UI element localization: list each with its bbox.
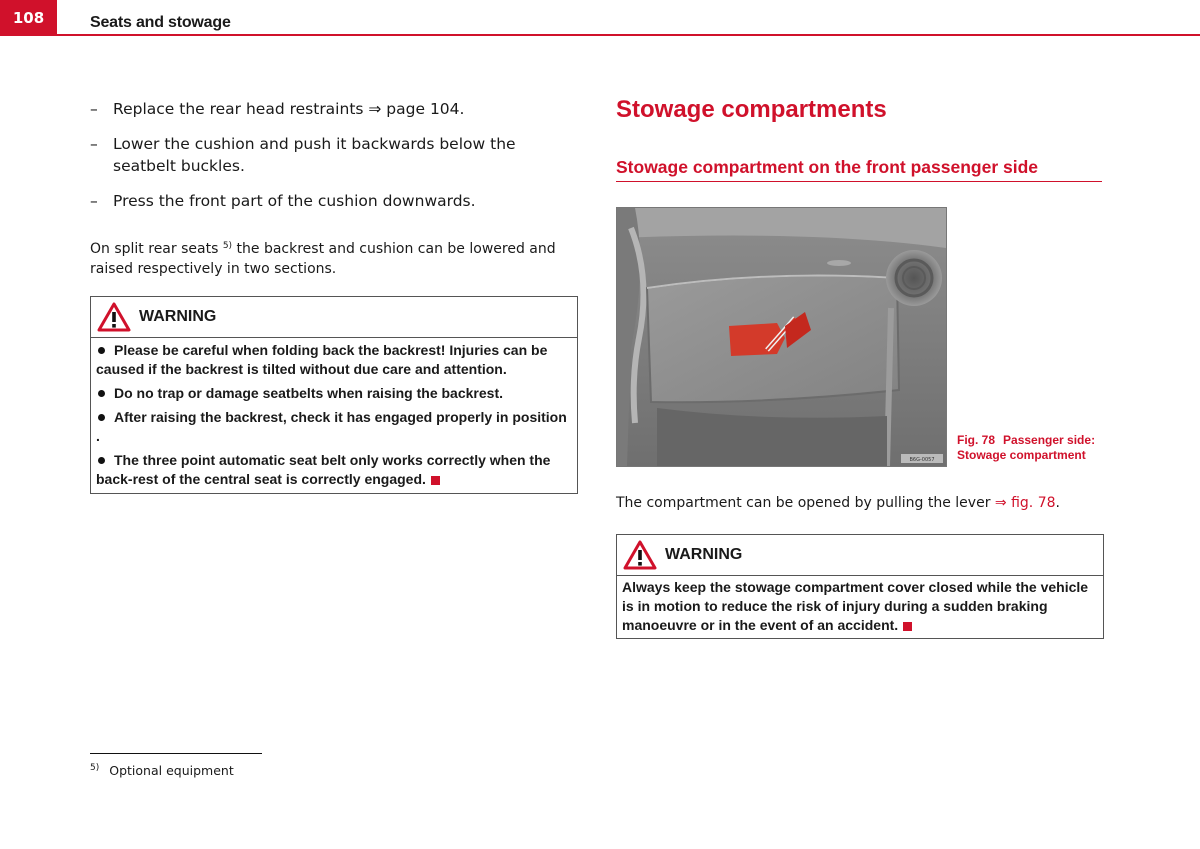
paragraph-text: . bbox=[1055, 495, 1060, 511]
subsection-heading: Stowage compartment on the front passenger side bbox=[616, 157, 1102, 182]
figure-caption bbox=[957, 433, 1095, 463]
bullet-icon bbox=[98, 390, 105, 397]
split-seats-paragraph bbox=[90, 236, 580, 279]
glovebox-illustration bbox=[617, 208, 946, 466]
compartment-paragraph bbox=[616, 493, 1060, 513]
warning-header bbox=[617, 535, 1103, 576]
figure-glovebox-image bbox=[616, 207, 947, 467]
warning-box-compartment bbox=[616, 534, 1104, 639]
warning-title: WARNING bbox=[139, 308, 217, 325]
warning-item-text: Please be careful when folding back the backrest! Injuries can be caused if the backrest is tilted without due care and attention. bbox=[96, 342, 548, 377]
warning-item-text: Do no trap or damage seatbelts when raising the backrest. bbox=[114, 385, 503, 401]
caption-line1: Passenger side: bbox=[1003, 433, 1096, 447]
instruction-steps bbox=[90, 98, 570, 225]
paragraph-text: the backrest and cushion can be lowered and raised respectively in two sections. bbox=[90, 241, 556, 277]
bullet-icon bbox=[98, 457, 105, 464]
header-rule bbox=[57, 34, 1200, 36]
warning-item bbox=[96, 451, 572, 489]
figure-code: B6G-0057 bbox=[909, 457, 935, 463]
warning-item-text: After raising the backrest, check it has engaged properly in position . bbox=[96, 409, 567, 444]
bullet-icon bbox=[98, 414, 105, 421]
footnote-rule bbox=[90, 753, 262, 754]
step-item bbox=[90, 190, 570, 212]
warning-triangle-icon bbox=[623, 540, 657, 570]
footnote-ref: 5) bbox=[222, 241, 233, 251]
end-of-section-icon bbox=[903, 622, 912, 631]
page-number: 108 bbox=[0, 0, 57, 36]
footnote-mark: 5) bbox=[90, 763, 100, 773]
footnote bbox=[90, 763, 234, 778]
step-text: Press the front part of the cushion downwards. bbox=[113, 192, 476, 210]
bullet-icon bbox=[98, 347, 105, 354]
section-heading: Stowage compartments bbox=[616, 96, 887, 123]
caption-line2: Stowage compartment bbox=[957, 448, 1086, 462]
end-of-section-icon bbox=[431, 476, 440, 485]
chapter-title: Seats and stowage bbox=[90, 14, 231, 31]
warning-header bbox=[91, 297, 577, 338]
warning-triangle-icon bbox=[97, 302, 131, 332]
step-item bbox=[90, 98, 570, 120]
step-dash: – bbox=[90, 100, 98, 118]
warning-title: WARNING bbox=[665, 546, 743, 563]
warning-item-text: The three point automatic seat belt only works correctly when the back-rest of the central seat is correctly engaged. bbox=[96, 452, 551, 487]
warning-item bbox=[96, 384, 572, 403]
figure-link[interactable]: ⇒ fig. 78 bbox=[994, 495, 1056, 511]
caption-number: Fig. 78 bbox=[957, 433, 996, 447]
warning-body bbox=[91, 338, 577, 493]
step-item bbox=[90, 133, 570, 177]
warning-item bbox=[96, 341, 572, 379]
warning-text: Always keep the stowage compartment cover closed while the vehicle is in motion to reduce the risk of injury during a sudden braking manoeuvre or in the event of an accident. bbox=[622, 579, 1089, 633]
step-dash: – bbox=[90, 192, 98, 210]
paragraph-text: The compartment can be opened by pulling the lever bbox=[616, 495, 995, 511]
step-dash: – bbox=[90, 135, 98, 153]
warning-body bbox=[617, 576, 1103, 638]
step-text: Replace the rear head restraints ⇒ page 104. bbox=[113, 100, 465, 118]
step-text: Lower the cushion and push it backwards below the seatbelt buckles. bbox=[113, 135, 516, 175]
warning-box-backrest bbox=[90, 296, 578, 494]
footnote-text: Optional equipment bbox=[109, 763, 234, 779]
paragraph-text: On split rear seats bbox=[90, 241, 219, 257]
warning-item bbox=[96, 408, 572, 446]
